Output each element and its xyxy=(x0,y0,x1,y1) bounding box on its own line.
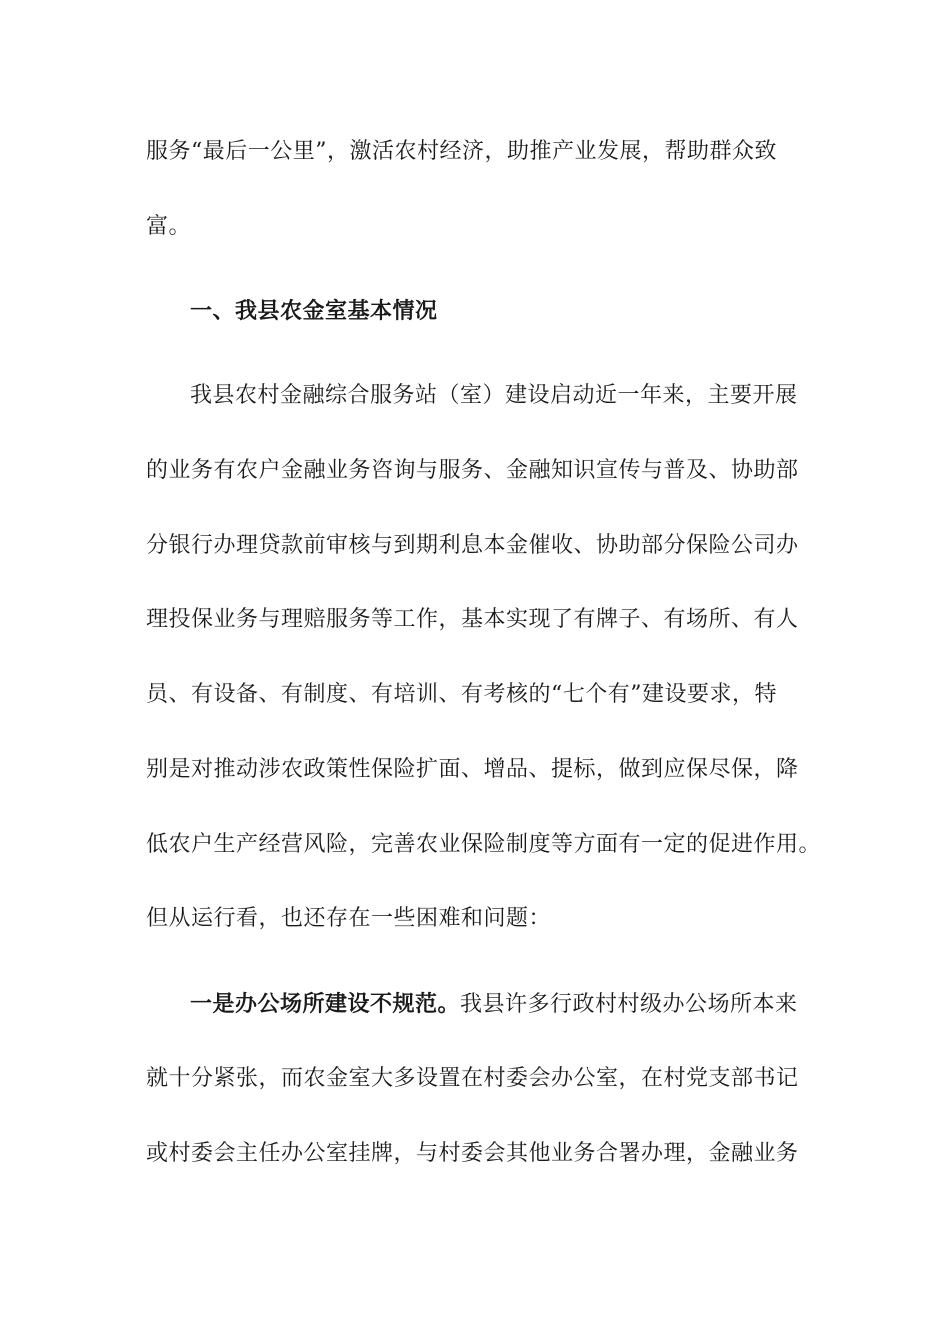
paragraph-line xyxy=(190,989,870,1020)
paragraph-line: 员、有设备、有制度、有培训、有考核的“七个有”建设要求，特 xyxy=(146,682,777,707)
intro-line-2: 富。 xyxy=(146,214,192,239)
intro-line-1: 服务“最后一公里”，激活农村经济，助推产业发展，帮助群众致 xyxy=(146,139,777,164)
paragraph-line: 分银行办理贷款前审核与到期利息本金催收、协助部分保险公司办 xyxy=(146,533,799,558)
paragraph-line: 别是对推动涉农政策性保险扩面、增品、提标，做到应保尽保，降 xyxy=(146,757,799,782)
paragraph-line: 理投保业务与理赔服务等工作，基本实现了有牌子、有场所、有人 xyxy=(146,607,799,632)
paragraph-text: 我县许多行政村村级办公场所本来 xyxy=(460,992,798,1017)
paragraph-line: 或村委会主任办公室挂牌，与村委会其他业务合署办理，金融业务 xyxy=(146,1141,799,1166)
paragraph-line: 就十分紧张，而农金室大多设置在村委会办公室，在村党支部书记 xyxy=(146,1066,799,1091)
bold-lead-text: 一是办公场所建设不规范。 xyxy=(190,991,461,1017)
paragraph-line: 我县农村金融综合服务站（室）建设启动近一年来，主要开展 xyxy=(190,383,798,408)
paragraph-line: 低农户生产经营风险，完善农业保险制度等方面有一定的促进作用。 xyxy=(146,832,822,857)
paragraph-line: 但从运行看，也还存在一些困难和问题： xyxy=(146,906,552,931)
section-heading: 一、我县农金室基本情况 xyxy=(190,298,438,324)
paragraph-line: 的业务有农户金融业务咨询与服务、金融知识宣传与普及、协助部 xyxy=(146,458,799,483)
